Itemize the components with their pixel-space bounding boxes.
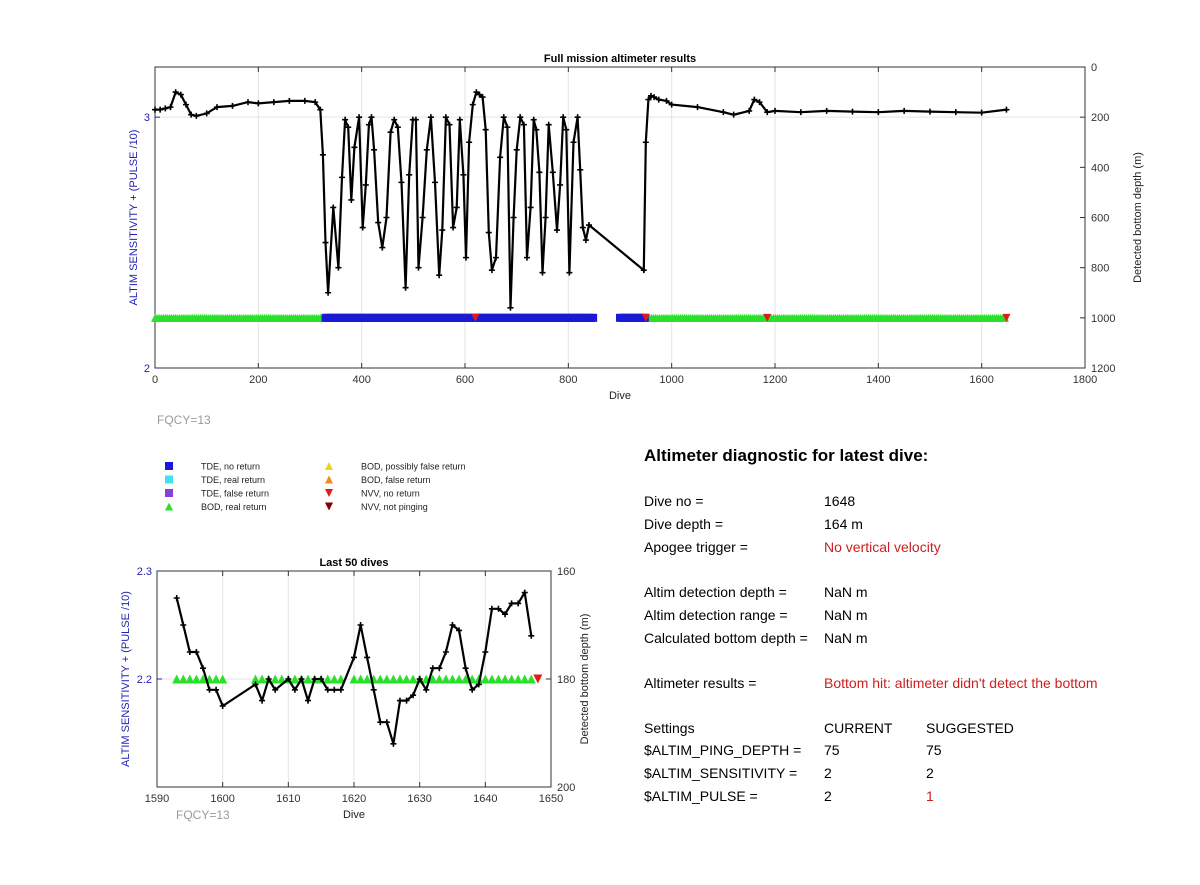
- bottom-depth-point: [466, 139, 472, 145]
- bottom-depth-point: [901, 108, 907, 114]
- y-right-tick-label: 400: [1091, 162, 1110, 175]
- setting-current: 75: [824, 742, 840, 758]
- x-tick-label: 1640: [473, 793, 498, 805]
- settings-header-suggested: SUGGESTED: [926, 720, 1014, 736]
- bottom-depth-point: [339, 174, 345, 180]
- bottom-depth-point: [371, 147, 377, 153]
- x-axis-label: Dive: [608, 390, 632, 402]
- bottom-depth-point: [348, 197, 354, 203]
- y-right-tick-label: 600: [1091, 212, 1110, 225]
- bottom-depth-point: [979, 110, 985, 116]
- y-right-tick-label: 200: [1091, 112, 1110, 125]
- bottom-depth-point: [305, 698, 311, 704]
- bottom-depth-point: [430, 665, 436, 671]
- bottom-depth-point: [443, 649, 449, 655]
- bottom-depth-point: [536, 169, 542, 175]
- y-right-axis-label: Detected bottom depth (m): [1132, 152, 1144, 283]
- x-tick-label: 1000: [659, 374, 684, 386]
- x-tick-label: 1600: [210, 793, 235, 805]
- legend-symbol: [165, 462, 173, 470]
- y-right-tick-label: 0: [1091, 62, 1098, 74]
- diag-row-value: NaN m: [824, 630, 868, 646]
- y-left-axis-label: ALTIM SENSITIVITY + (PULSE /10): [128, 129, 140, 306]
- legend-label: BOD, false return: [361, 475, 431, 485]
- legend-symbol: [165, 503, 173, 511]
- bottom-depth-point: [580, 225, 586, 231]
- x-tick-label: 1400: [866, 374, 891, 386]
- setting-label: $ALTIM_SENSITIVITY =: [644, 765, 798, 781]
- diag-row-label: Dive no =: [644, 493, 704, 509]
- setting-label: $ALTIM_PING_DEPTH =: [644, 742, 802, 758]
- legend-symbol: [325, 476, 333, 484]
- y-left-tick-label: 2: [143, 363, 150, 375]
- bottom-depth-point: [850, 109, 856, 115]
- y-left-tick-label: 3: [143, 112, 150, 125]
- bottom-depth-point: [497, 154, 503, 160]
- x-tick-label: 400: [352, 374, 371, 386]
- bottom-depth-point: [528, 204, 534, 210]
- legend-symbol: [325, 489, 333, 497]
- bottom-depth-point: [450, 225, 456, 231]
- diag-row-value: 1648: [824, 493, 856, 509]
- bottom-depth-point: [213, 687, 219, 693]
- x-axis-label: Dive: [342, 809, 366, 821]
- bottom-depth-point: [540, 270, 546, 276]
- bottom-depth-point: [345, 124, 351, 130]
- setting-current: 2: [824, 765, 832, 781]
- setting-label: $ALTIM_PULSE =: [644, 788, 758, 804]
- bottom-depth-point: [162, 105, 168, 111]
- bottom-depth-point: [543, 215, 549, 221]
- bottom-depth-point: [720, 109, 726, 115]
- bottom-depth-point: [397, 698, 403, 704]
- bottom-depth-point: [528, 633, 534, 639]
- fqcy-label-bottom: FQCY=13: [176, 808, 230, 822]
- y-right-tick-label: 800: [1091, 262, 1110, 275]
- legend-symbol: [325, 462, 333, 470]
- legend-label: NVV, not pinging: [361, 502, 428, 512]
- bottom-depth-point: [364, 654, 370, 660]
- bottom-depth-point: [507, 305, 513, 311]
- bottom-depth-point: [514, 147, 520, 153]
- bottom-depth-point: [554, 227, 560, 233]
- bottom-depth-point: [323, 240, 329, 246]
- legend-label: BOD, real return: [201, 502, 267, 512]
- bottom-depth-point: [1003, 107, 1009, 113]
- bottom-depth-point: [566, 270, 572, 276]
- y-left-tick-label: 2.3: [136, 566, 152, 578]
- y-left-axis-label: ALTIM SENSITIVITY + (PULSE /10): [120, 591, 132, 767]
- bottom-depth-point: [501, 114, 507, 120]
- bottom-depth-point: [335, 265, 341, 271]
- bottom-depth-point: [377, 719, 383, 725]
- x-tick-label: 1200: [762, 374, 788, 386]
- bottom-depth-point: [207, 687, 213, 693]
- diag-row-label: Altimeter results =: [644, 675, 757, 691]
- bottom-depth-point: [436, 272, 442, 278]
- diag-row-value: Bottom hit: altimeter didn't detect the bottom: [824, 675, 1098, 691]
- legend-label: TDE, no return: [201, 461, 261, 472]
- bottom-depth-point: [375, 220, 381, 226]
- diag-row-label: Altim detection depth =: [644, 584, 787, 600]
- diag-row-label: Calculated bottom depth =: [644, 630, 808, 646]
- y-right-tick-label: 200: [557, 782, 576, 794]
- bottom-depth-point: [583, 237, 589, 243]
- bottom-depth-point: [325, 290, 331, 296]
- bottom-depth-point: [463, 665, 469, 671]
- x-tick-label: 600: [455, 374, 475, 386]
- bottom-depth-point: [524, 255, 530, 261]
- legend-symbol: [165, 476, 173, 484]
- bottom-depth-point: [575, 114, 581, 120]
- bottom-depth-point: [193, 649, 199, 655]
- bottom-depth-point: [302, 98, 308, 104]
- bottom-depth-point: [511, 215, 517, 221]
- x-tick-label: 0: [151, 374, 159, 386]
- x-tick-label: 200: [249, 374, 268, 386]
- bottom-depth-point: [358, 622, 364, 628]
- bottom-depth-point: [560, 114, 566, 120]
- bottom-depth-point: [416, 265, 422, 271]
- bottom-depth-point: [482, 649, 488, 655]
- fqcy-label-top: FQCY=13: [157, 413, 211, 427]
- bottom-depth-point: [428, 114, 434, 120]
- bottom-depth-point: [320, 152, 326, 158]
- x-tick-label: 1650: [538, 793, 564, 805]
- setting-suggested: 1: [926, 788, 934, 804]
- legend-label: NVV, no return: [361, 488, 420, 499]
- bottom-depth-point: [439, 227, 445, 233]
- bottom-depth-point: [383, 215, 389, 221]
- settings-header-current: CURRENT: [824, 720, 893, 736]
- setting-current: 2: [824, 788, 832, 804]
- legend-label: TDE, real return: [201, 475, 266, 485]
- bottom-depth-point: [424, 147, 430, 153]
- bottom-depth-point: [331, 687, 337, 693]
- bottom-depth-point: [875, 109, 881, 115]
- bottom-depth-point: [927, 109, 933, 115]
- y-right-tick-label: 180: [557, 674, 576, 686]
- legend-label: BOD, possibly false return: [361, 461, 466, 472]
- bottom-depth-point: [571, 139, 577, 145]
- bottom-depth-point: [152, 107, 158, 113]
- bottom-depth-point: [193, 113, 199, 119]
- y-right-axis-label: Detected bottom depth (m): [579, 613, 591, 745]
- diag-row-label: Altim detection range =: [644, 607, 788, 623]
- y-right-tick-label: 160: [557, 566, 576, 578]
- bottom-depth-point: [259, 698, 265, 704]
- bottom-depth-point: [460, 172, 466, 178]
- bottom-depth-point: [388, 129, 394, 135]
- chart-title: Full mission altimeter results: [543, 53, 697, 65]
- diag-row-value: 164 m: [824, 516, 863, 532]
- legend-label: TDE, false return: [201, 488, 270, 499]
- bottom-depth-point: [436, 665, 442, 671]
- bottom-depth-point: [420, 215, 426, 221]
- diag-row-label: Apogee trigger =: [644, 539, 748, 555]
- bottom-depth-point: [351, 654, 357, 660]
- bottom-depth-point: [168, 104, 174, 110]
- bottom-depth-point: [371, 687, 377, 693]
- bottom-depth-point: [550, 169, 556, 175]
- y-left-tick-label: 2.2: [136, 674, 152, 686]
- settings-header-label: Settings: [644, 720, 695, 736]
- diag-row-label: Dive depth =: [644, 516, 723, 532]
- diagnostic-title: Altimeter diagnostic for latest dive:: [644, 446, 929, 465]
- x-tick-label: 1800: [1072, 374, 1098, 386]
- bottom-depth-point: [953, 109, 959, 115]
- bottom-depth-point: [577, 167, 583, 173]
- bottom-depth-point: [486, 230, 492, 236]
- legend-symbol: [325, 503, 333, 511]
- diag-row-value: NaN m: [824, 607, 868, 623]
- bottom-depth-point: [432, 179, 438, 185]
- bottom-depth-point: [157, 107, 163, 113]
- bottom-depth-point: [384, 719, 390, 725]
- bottom-depth-point: [286, 98, 292, 104]
- bottom-depth-point: [772, 108, 778, 114]
- bottom-depth-point: [245, 99, 251, 105]
- chart-title: Last 50 dives: [319, 557, 389, 569]
- bottom-depth-point: [470, 102, 476, 108]
- bottom-depth-point: [338, 687, 344, 693]
- bottom-depth-point: [483, 127, 489, 133]
- bottom-depth-point: [504, 124, 510, 130]
- bottom-depth-point: [360, 225, 366, 231]
- legend: [165, 462, 466, 513]
- bottom-depth-point: [379, 245, 385, 251]
- bottom-depth-point: [493, 255, 499, 261]
- setting-marker: [589, 314, 597, 322]
- bottom-depth-point: [557, 182, 563, 188]
- bottom-depth-point: [463, 255, 469, 261]
- bottom-depth-point: [824, 108, 830, 114]
- legend-symbol: [165, 489, 173, 497]
- last-50-dives-chart: [120, 557, 591, 821]
- y-right-tick-label: 1200: [1091, 363, 1116, 375]
- bottom-depth-point: [368, 114, 374, 120]
- bottom-depth-point: [406, 172, 412, 178]
- bottom-depth-point: [330, 204, 336, 210]
- bottom-depth-point: [255, 100, 261, 106]
- bottom-depth-point: [180, 622, 186, 628]
- x-tick-label: 800: [559, 374, 578, 386]
- diag-row-value: No vertical velocity: [824, 539, 941, 555]
- bottom-depth-point: [174, 595, 180, 601]
- bottom-depth-point: [200, 665, 206, 671]
- diag-row-value: NaN m: [824, 584, 868, 600]
- bottom-depth-point: [363, 182, 369, 188]
- x-tick-label: 1620: [341, 793, 367, 805]
- x-tick-label: 1630: [407, 793, 432, 805]
- x-tick-label: 1610: [276, 793, 301, 805]
- bottom-depth-point: [271, 99, 277, 105]
- bottom-depth-point: [398, 179, 404, 185]
- bottom-depth-point: [489, 267, 495, 273]
- bottom-depth-point: [546, 122, 552, 128]
- y-right-tick-label: 1000: [1091, 312, 1116, 325]
- bottom-depth-point: [390, 741, 396, 747]
- bottom-depth-point: [489, 606, 495, 612]
- full-mission-chart: [128, 53, 1144, 402]
- x-tick-label: 1600: [969, 374, 994, 386]
- bottom-depth-point: [695, 104, 701, 110]
- bottom-depth-point: [351, 144, 357, 150]
- setting-suggested: 75: [926, 742, 942, 758]
- bottom-depth-point: [403, 285, 409, 291]
- x-tick-label: 1590: [144, 793, 170, 805]
- bottom-depth-point: [798, 109, 804, 115]
- bottom-depth-point: [454, 204, 460, 210]
- bottom-depth-point: [230, 103, 236, 109]
- setting-suggested: 2: [926, 765, 934, 781]
- bottom-depth-point: [643, 139, 649, 145]
- bottom-depth-point: [187, 649, 193, 655]
